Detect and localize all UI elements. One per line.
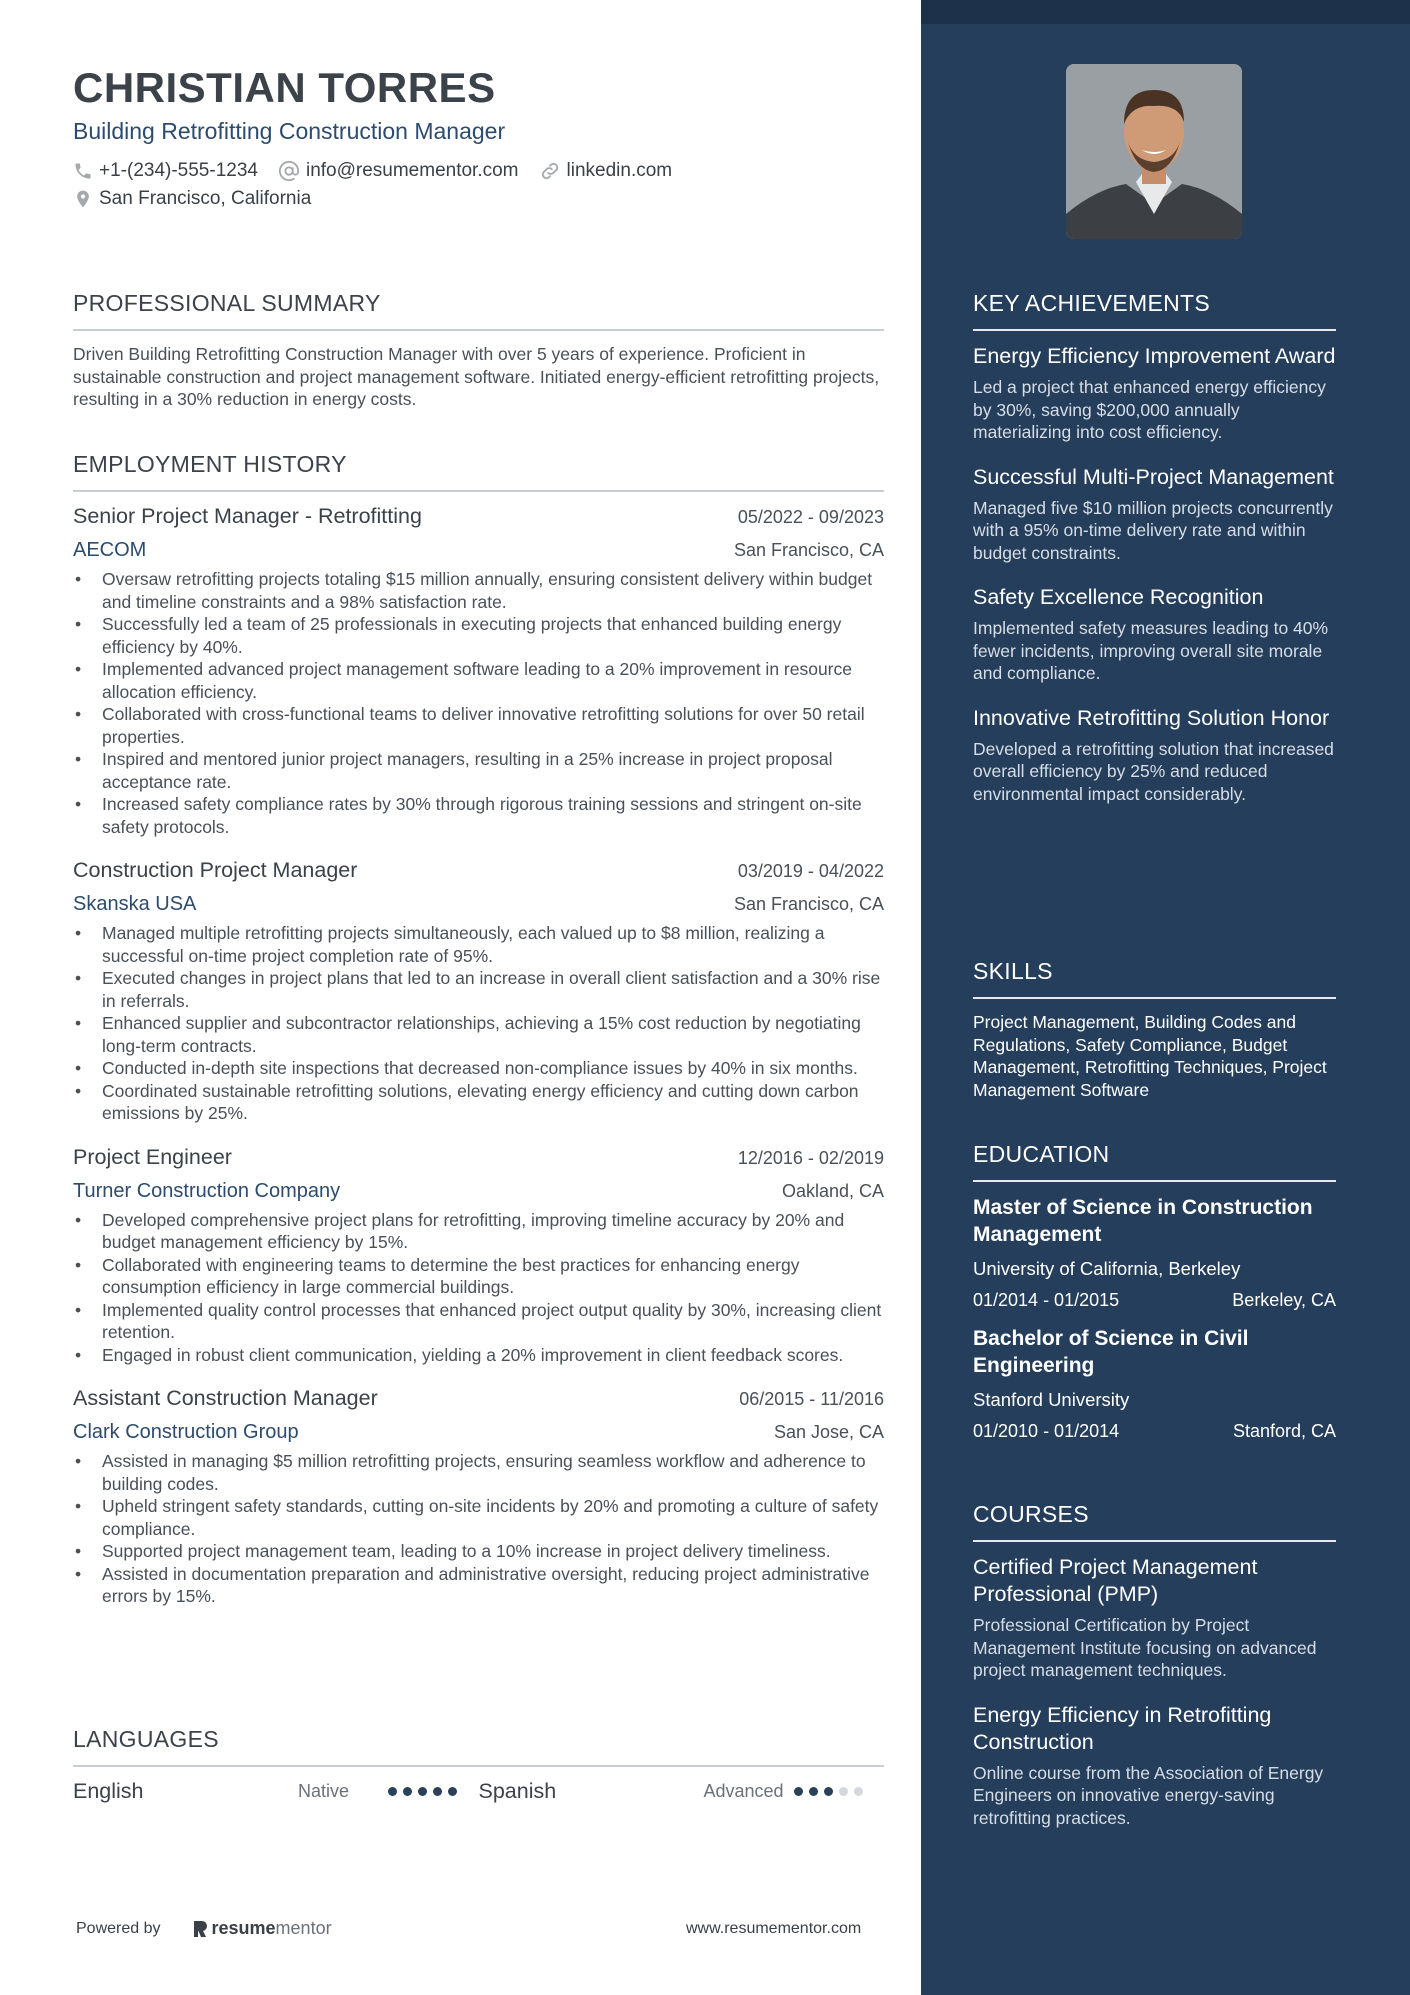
location-text: San Francisco, California <box>99 188 312 209</box>
rating-dot-filled <box>794 1787 803 1796</box>
job-entry-dates: 05/2022 - 09/2023 <box>737 507 884 527</box>
bullet: • Developed comprehensive project plans for retrofitting, improving timeline accuracy by 20% and budget management efficiency by 15%. <box>73 1209 884 1254</box>
job-entry <box>73 504 884 838</box>
job-entry-company: AECOM <box>73 539 147 561</box>
language-item <box>479 1779 885 1804</box>
bullet: • Managed multiple retrofitting projects simultaneously, each valued up to $8 million, realizing a successful on-time project completion rate of 95%. <box>73 922 884 967</box>
email-text: info@resumementor.com <box>305 160 519 181</box>
job-entry-company: Clark Construction Group <box>73 1421 299 1443</box>
course-item <box>973 1702 1336 1830</box>
phone-icon <box>73 161 93 181</box>
contact-phone[interactable] <box>73 160 258 182</box>
bullet: • Implemented advanced project management software leading to a 20% improvement in resource allocation efficiency. <box>73 658 884 703</box>
language-rating <box>794 1787 869 1796</box>
link-icon <box>539 160 561 182</box>
job-entry-title: Project Engineer <box>73 1144 232 1169</box>
job-entry-dates: 06/2015 - 11/2016 <box>739 1389 884 1409</box>
brand-name-bold: resume <box>211 1918 276 1938</box>
bullet: • Supported project management team, leading to a 10% increase in project delivery timeliness. <box>73 1540 884 1563</box>
bullet: • Implemented quality control processes that enhanced project output quality by 30%, increasing client retention. <box>73 1299 884 1344</box>
achievement-title: Successful Multi-Project Management <box>973 464 1334 489</box>
summary-heading: PROFESSIONAL SUMMARY <box>73 290 884 331</box>
course-desc: Online course from the Association of Energy Engineers on innovative energy-saving retrofitting practices. <box>973 1762 1324 1828</box>
language-name: English <box>73 1779 144 1803</box>
sidebar-top-bar <box>921 0 1410 24</box>
course-desc: Professional Certification by Project Management Institute focusing on advanced project management techniques. <box>973 1615 1317 1680</box>
job-entry <box>73 1145 884 1367</box>
bullet: • Upheld stringent safety standards, cutting on-site incidents by 20% and promoting a culture of safety compliance. <box>73 1495 884 1540</box>
job-entry-location: San Jose, CA <box>773 1422 884 1442</box>
linkedin-text: linkedin.com <box>566 160 673 181</box>
education-heading: EDUCATION <box>973 1141 1336 1182</box>
bullet: • Assisted in managing $5 million retrofitting projects, ensuring seamless workflow and adherence to building codes. <box>73 1450 884 1495</box>
achievement-desc: Developed a retrofitting solution that increased overall efficiency by 25% and reduced environmental impact considerably. <box>973 738 1334 804</box>
job-bullets <box>73 1209 884 1367</box>
rating-dot-filled <box>403 1787 412 1796</box>
education-section <box>973 1141 1336 1442</box>
bullet: • Collaborated with engineering teams to determine the best practices for enhancing energy consumption efficiency in large commercial buildings. <box>73 1254 884 1299</box>
job-title: Building Retrofitting Construction Manager <box>73 118 506 144</box>
job-entry-title: Construction Project Manager <box>73 858 358 882</box>
contact-linkedin[interactable] <box>539 160 673 182</box>
job-entry-dates: 03/2019 - 04/2022 <box>737 861 884 881</box>
bullet: • Executed changes in project plans that led to an increase in overall client satisfaction and a 30% rise in referrals. <box>73 967 884 1012</box>
course-title: Certified Project Management Professional (PMP) <box>973 1555 1258 1606</box>
education-school: Stanford University <box>973 1389 1130 1410</box>
rating-dot-filled <box>388 1787 397 1796</box>
job-entry-location: San Francisco, CA <box>733 894 884 914</box>
languages-row <box>73 1779 884 1804</box>
footer-website[interactable]: www.resumementor.com <box>686 1920 862 1937</box>
job-entry-company: Skanska USA <box>73 893 197 915</box>
achievement-item <box>973 584 1336 685</box>
location-row <box>73 188 331 210</box>
education-dates: 01/2014 - 01/2015 <box>973 1290 1120 1310</box>
rating-dot-filled <box>448 1787 457 1796</box>
achievement-desc: Implemented safety measures leading to 40% fewer incidents, improving overall site morale and compliance. <box>973 618 1329 683</box>
summary-text: Driven Building Retrofitting Construction Manager with over 5 years of experience. Proficient in sustainable construction and project management software. Initiated energy-efficient retrofitting projects, resulting in a 30% reduction in energy costs. <box>73 344 880 409</box>
job-bullets <box>73 922 884 1125</box>
education-item <box>973 1325 1336 1442</box>
contact-row <box>73 160 692 182</box>
language-level: Advanced <box>703 1781 784 1801</box>
achievement-desc: Managed five $10 million projects concurrently with a 95% on-time delivery rate and within budget constraints. <box>973 497 1333 563</box>
education-location: Berkeley, CA <box>1232 1290 1336 1310</box>
education-school: University of California, Berkeley <box>973 1258 1241 1279</box>
bullet: • Enhanced supplier and subcontractor relationships, achieving a 15% cost reduction by negotiating long-term contracts. <box>73 1012 884 1057</box>
achievement-title: Safety Excellence Recognition <box>973 585 1264 609</box>
brand-name-light: mentor <box>275 1918 332 1938</box>
at-icon <box>278 160 300 182</box>
bullet: • Coordinated sustainable retrofitting solutions, elevating energy efficiency and cutting down carbon emissions by 25%. <box>73 1080 884 1125</box>
job-entry-title: Senior Project Manager - Retrofitting <box>73 504 422 528</box>
contact-location <box>73 188 311 210</box>
skills-section <box>973 958 1336 1101</box>
education-degree: Bachelor of Science in Civil Engineering <box>973 1327 1249 1377</box>
rating-dot-filled <box>418 1787 427 1796</box>
bullet: • Engaged in robust client communication, yielding a 20% improvement in client feedback scores. <box>73 1344 884 1367</box>
education-degree: Master of Science in Construction Management <box>973 1196 1313 1246</box>
bullet: • Increased safety compliance rates by 30% through rigorous training sessions and stringent on-site safety protocols. <box>73 793 884 838</box>
contact-email[interactable] <box>278 160 519 182</box>
courses-section <box>973 1501 1336 1829</box>
bullet: • Successfully led a team of 25 professionals in executing projects that enhanced building energy efficiency by 40%. <box>73 613 884 658</box>
job-bullets <box>73 568 884 838</box>
languages-section <box>73 1726 884 1804</box>
course-title: Energy Efficiency in Retrofitting Construction <box>973 1702 1272 1754</box>
powered-by-label: Powered by <box>76 1919 161 1937</box>
summary-section <box>73 290 884 411</box>
job-entry-location: Oakland, CA <box>781 1180 884 1201</box>
achievement-title: Innovative Retrofitting Solution Honor <box>973 705 1330 730</box>
phone-text: +1-(234)-555-1234 <box>99 160 258 181</box>
courses-heading: COURSES <box>973 1501 1336 1542</box>
language-name: Spanish <box>478 1779 557 1803</box>
course-item <box>973 1554 1336 1682</box>
rating-dot-empty <box>854 1787 863 1796</box>
achievement-desc: Led a project that enhanced energy efficiency by 30%, saving $200,000 annually materializing into cost efficiency. <box>973 377 1326 442</box>
language-level: Native <box>298 1781 350 1801</box>
achievement-item <box>973 464 1336 565</box>
language-rating <box>388 1787 463 1796</box>
job-entry-title: Assistant Construction Manager <box>73 1386 378 1410</box>
resumementor-logo-icon <box>191 1919 209 1939</box>
language-item <box>73 1779 479 1804</box>
bullet: • Assisted in documentation preparation and administrative oversight, reducing project administrative errors by 15%. <box>73 1563 884 1608</box>
achievement-item <box>973 705 1336 806</box>
rating-dot-filled <box>824 1787 833 1796</box>
map-pin-icon <box>73 188 93 210</box>
languages-heading: LANGUAGES <box>73 1726 884 1767</box>
education-dates: 01/2010 - 01/2014 <box>973 1421 1120 1441</box>
footer-powered <box>76 1918 332 1939</box>
employment-heading: EMPLOYMENT HISTORY <box>73 451 884 492</box>
skills-heading: SKILLS <box>973 958 1336 999</box>
rating-dot-filled <box>433 1787 442 1796</box>
achievements-section <box>973 290 1336 805</box>
achievement-title: Energy Efficiency Improvement Award <box>973 344 1336 368</box>
achievements-heading: KEY ACHIEVEMENTS <box>973 290 1336 331</box>
candidate-name: CHRISTIAN TORRES <box>73 64 496 111</box>
bullet: • Oversaw retrofitting projects totaling $15 million annually, ensuring consistent delivery within budget and timeline constraints and a 98% satisfaction rate. <box>73 568 884 613</box>
employment-section <box>73 451 884 1608</box>
sidebar <box>921 0 1410 1995</box>
achievement-item <box>973 343 1336 444</box>
rating-dot-filled <box>809 1787 818 1796</box>
job-entry <box>73 1386 884 1608</box>
education-location: Stanford, CA <box>1232 1421 1336 1441</box>
job-bullets <box>73 1450 884 1608</box>
brand-logo[interactable] <box>191 1918 332 1939</box>
skills-list: Project Management, Building Codes and Regulations, Safety Compliance, Budget Management, Retrofitting Techniques, Project Management Software <box>973 1012 1327 1100</box>
education-item <box>973 1194 1336 1311</box>
bullet: • Collaborated with cross-functional teams to deliver innovative retrofitting solutions for over 50 retail properties. <box>73 703 884 748</box>
bullet: • Conducted in-depth site inspections that decreased non-compliance issues by 40% in six months. <box>73 1057 884 1080</box>
rating-dot-empty <box>839 1787 848 1796</box>
job-entry-company: Turner Construction Company <box>73 1179 341 1202</box>
job-entry-location: San Francisco, CA <box>733 540 884 560</box>
profile-photo <box>1066 64 1242 239</box>
job-entry <box>73 858 884 1125</box>
job-entry-dates: 12/2016 - 02/2019 <box>737 1147 884 1168</box>
bullet: • Inspired and mentored junior project managers, resulting in a 25% increase in project proposal acceptance rate. <box>73 748 884 793</box>
